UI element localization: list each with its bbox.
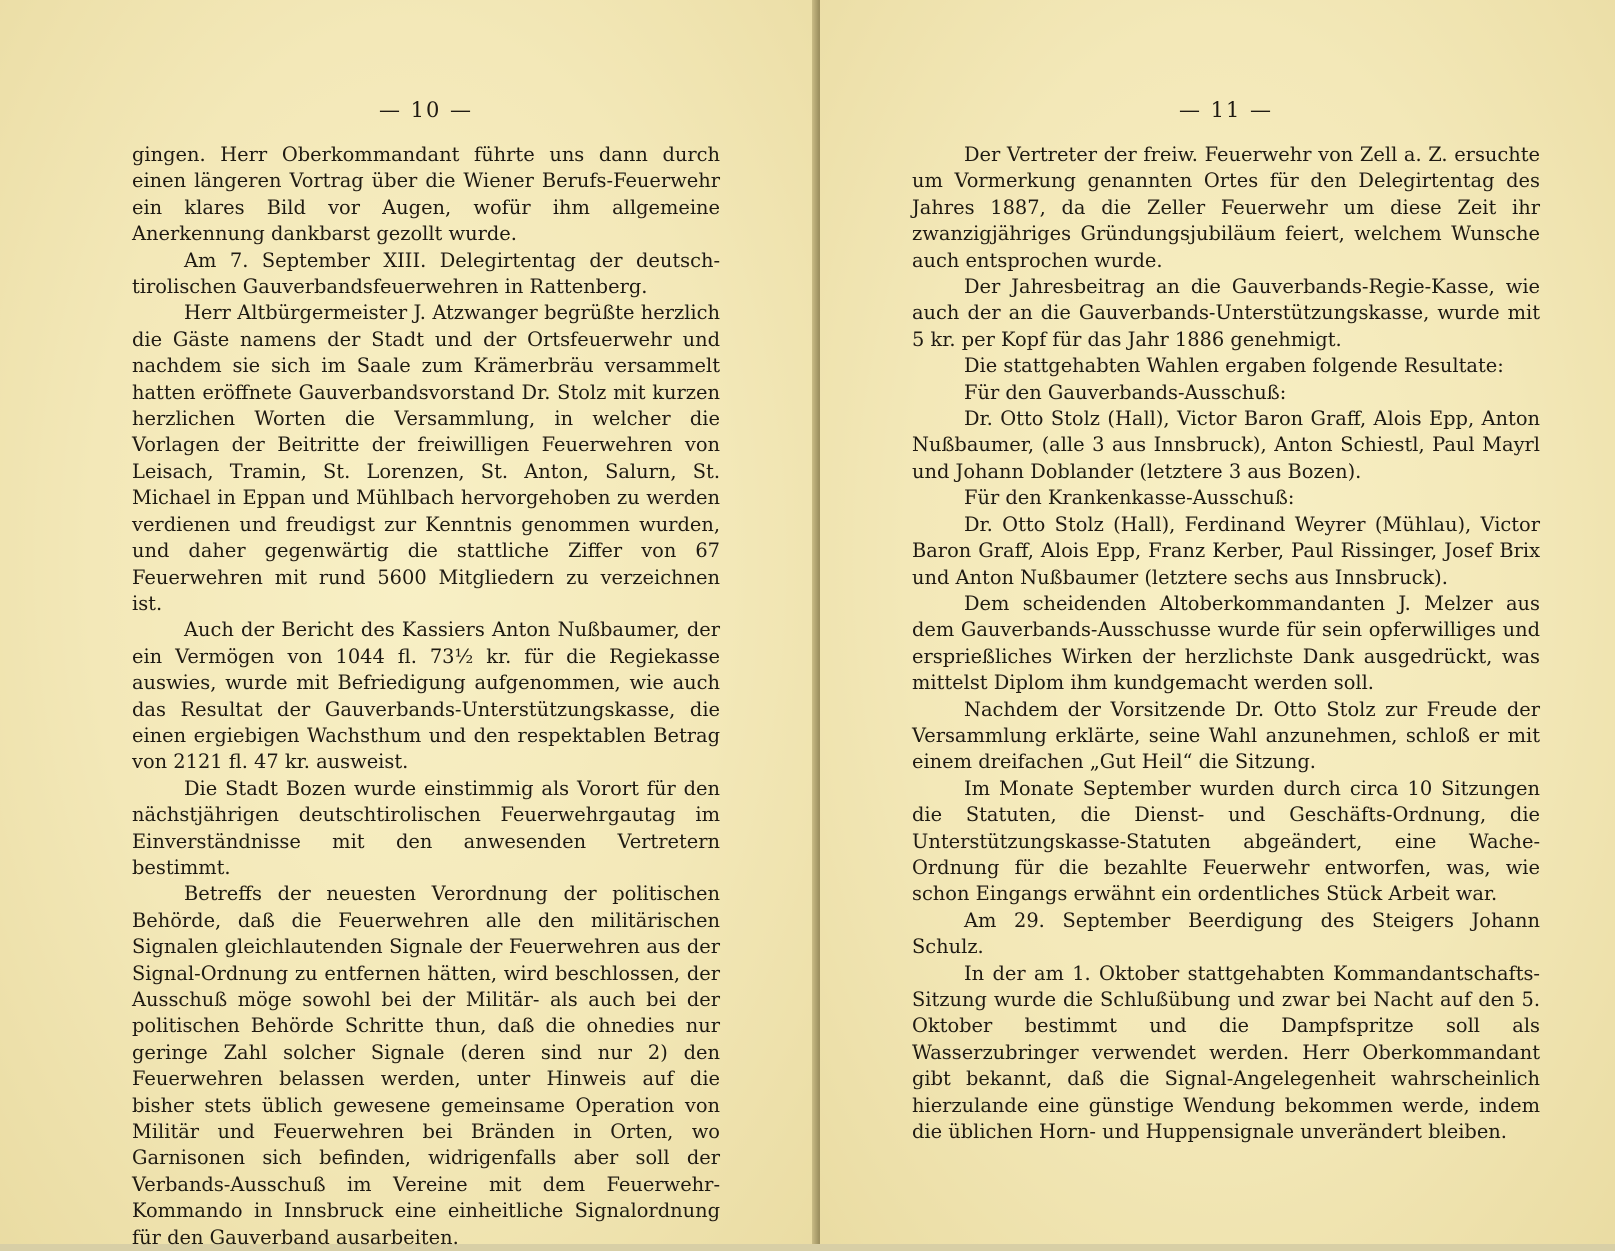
paragraph: Die Stadt Bozen wurde einstimmig als Vorort für den nächstjährigen deutschtirolischen Feuerwehrgautag im Einverständnisse mit den anwesenden Vertretern bestimmt.: [132, 776, 720, 879]
paragraph: Herr Altbürgermeister J. Atzwanger begrüßte herzlich die Gäste namens der Stadt und der Ortsfeuerwehr und nachdem sie sich im Saale zum Krämerbräu versammelt hatten eröffnete Gauverbandsvorstand Dr. Stolz mit kurzen herzlichen Worten die Versammlung, in welcher die Vorlagen der Beitritte der freiwilligen Feuerwehren von Leisach, Tramin, St. Lorenzen, St. Anton, Salurn, St. Michael in Eppan und Mühlbach hervorgehoben zu werden verdienen und freudigst zur Kenntnis genommen wurden, und daher gegenwärtig die stattliche Ziffer von 67 Feuerwehren mit rund 5600 Mitgliedern zu verzeichnen ist.: [132, 301, 720, 615]
paragraph: Dr. Otto Stolz (Hall), Victor Baron Graff, Alois Epp, Anton Nußbaumer, (alle 3 aus Innsbruck), Anton Schiestl, Paul Mayrl und Johann Doblander (letztere 3 aus Bozen).: [912, 407, 1540, 483]
paragraph: Am 29. September Beerdigung des Steigers Johann Schulz.: [912, 908, 1540, 959]
paragraph: gingen. Herr Oberkommandant führte uns dann durch einen längeren Vortrag über die Wiener Berufs-Feuerwehr ein klares Bild vor Augen, wofür ihm allgemeine Anerkennung dankbarst gezollt wurde.: [132, 143, 720, 246]
paragraph: In der am 1. Oktober stattgehabten Kommandantschafts-Sitzung wurde die Schlußübung und zwar bei Nacht auf den 5. Oktober bestimmt und die Dampfspritze soll als Wasserzubringer verwendet werden. Herr Oberkommandant gibt bekannt, daß die Signal-Angelegenheit wahrscheinlich hierzulande eine günstige Wendung bekommen werde, indem die üblichen Horn- und Huppensignale unverändert bleiben.: [912, 961, 1540, 1144]
paragraph: Nachdem der Vorsitzende Dr. Otto Stolz zur Freude der Versammlung erklärte, seine Wahl anzunehmen, schloß er mit einem dreifachen „Gut Heil“ die Sitzung.: [912, 697, 1540, 774]
paragraph: Dr. Otto Stolz (Hall), Ferdinand Weyrer (Mühlau), Victor Baron Graff, Alois Epp, Franz Kerber, Paul Rissinger, Josef Brix und Anton Nußbaumer (letztere sechs aus Innsbruck).: [912, 512, 1540, 589]
paragraph: Am 7. September XIII. Delegirtentag der deutsch-tirolischen Gauverbandsfeuerwehren in Rattenberg.: [132, 248, 720, 299]
paragraph: Betreffs der neuesten Verordnung der politischen Behörde, daß die Feuerwehren alle den militärischen Signalen gleichlautenden Signale der Feuerwehren aus der Signal-Ordnung zu entfernen hätten, wird beschlossen, der Ausschuß möge sowohl bei der Militär- als auch bei der politischen Behörde Schritte thun, daß die ohnedies nur geringe Zahl solcher Signale (deren sind nur 2) den Feuerwehren belassen werden, unter Hinweis auf die bisher stets üblich gewesene gemeinsame Operation von Militär und Feuerwehren bei Bränden in Orten, wo Garnisonen sich befinden, widrigenfalls aber soll der Verbands-Ausschuß im Vereine mit dem Feuerwehr-Kommando in Innsbruck eine einheitliche Signalordnung für den Gauverband ausarbeiten.: [132, 882, 720, 1249]
paragraph: Für den Gauverbands-Ausschuß:: [964, 380, 1287, 404]
paragraph: Die stattgehabten Wahlen ergaben folgende Resultate:: [964, 354, 1504, 378]
paragraph: Der Jahresbeitrag an die Gauverbands-Regie-Kasse, wie auch der an die Gauverbands-Unterstützungskasse, wurde mit 5 kr. per Kopf für das Jahr 1886 genehmigt.: [912, 275, 1540, 351]
page-body: [132, 142, 720, 1251]
right-page: [820, 0, 1615, 1244]
page-body: [912, 142, 1540, 1145]
paragraph: Dem scheidenden Altoberkommandanten J. Melzer aus dem Gauverbands-Ausschusse wurde für sein opferwilliges und ersprießliches Wirken der herzlichste Dank ausgedrückt, was mittelst Diplom ihm kundgemacht werden soll.: [912, 591, 1540, 695]
paragraph: Im Monate September wurden durch circa 10 Sitzungen die Statuten, die Dienst- und Geschäfts-Ordnung, die Unterstützungskasse-Statuten abgeändert, eine Wache-Ordnung für die bezahlte Feuerwehr entworfen, was, wie schon Eingangs erwähnt ein ordentliches Stück Arbeit war.: [912, 776, 1540, 906]
paragraph: Für den Krankenkasse-Ausschuß:: [964, 486, 1295, 510]
paragraph: Der Vertreter der freiw. Feuerwehr von Zell a. Z. ersuchte um Vormerkung genannten Ortes für den Delegirtentag des Jahres 1887, da die Zeller Feuerwehr um diese Zeit ihr zwanzigjähriges Gründungsjubiläum feiert, welchem Wunsche auch entsprochen wurde.: [912, 143, 1540, 272]
paragraph: Auch der Bericht des Kassiers Anton Nußbaumer, der ein Vermögen von 1044 fl. 73½ kr. für die Regiekasse auswies, wurde mit Befriedigung aufgenommen, wie auch das Resultat der Gauverbands-Unterstützungskasse, die einen ergiebigen Wachsthum und den respektablen Betrag von 2121 fl. 47 kr. ausweist.: [132, 618, 720, 774]
page-number: — 10 —: [378, 98, 474, 122]
page-number: — 11 —: [1178, 98, 1274, 122]
